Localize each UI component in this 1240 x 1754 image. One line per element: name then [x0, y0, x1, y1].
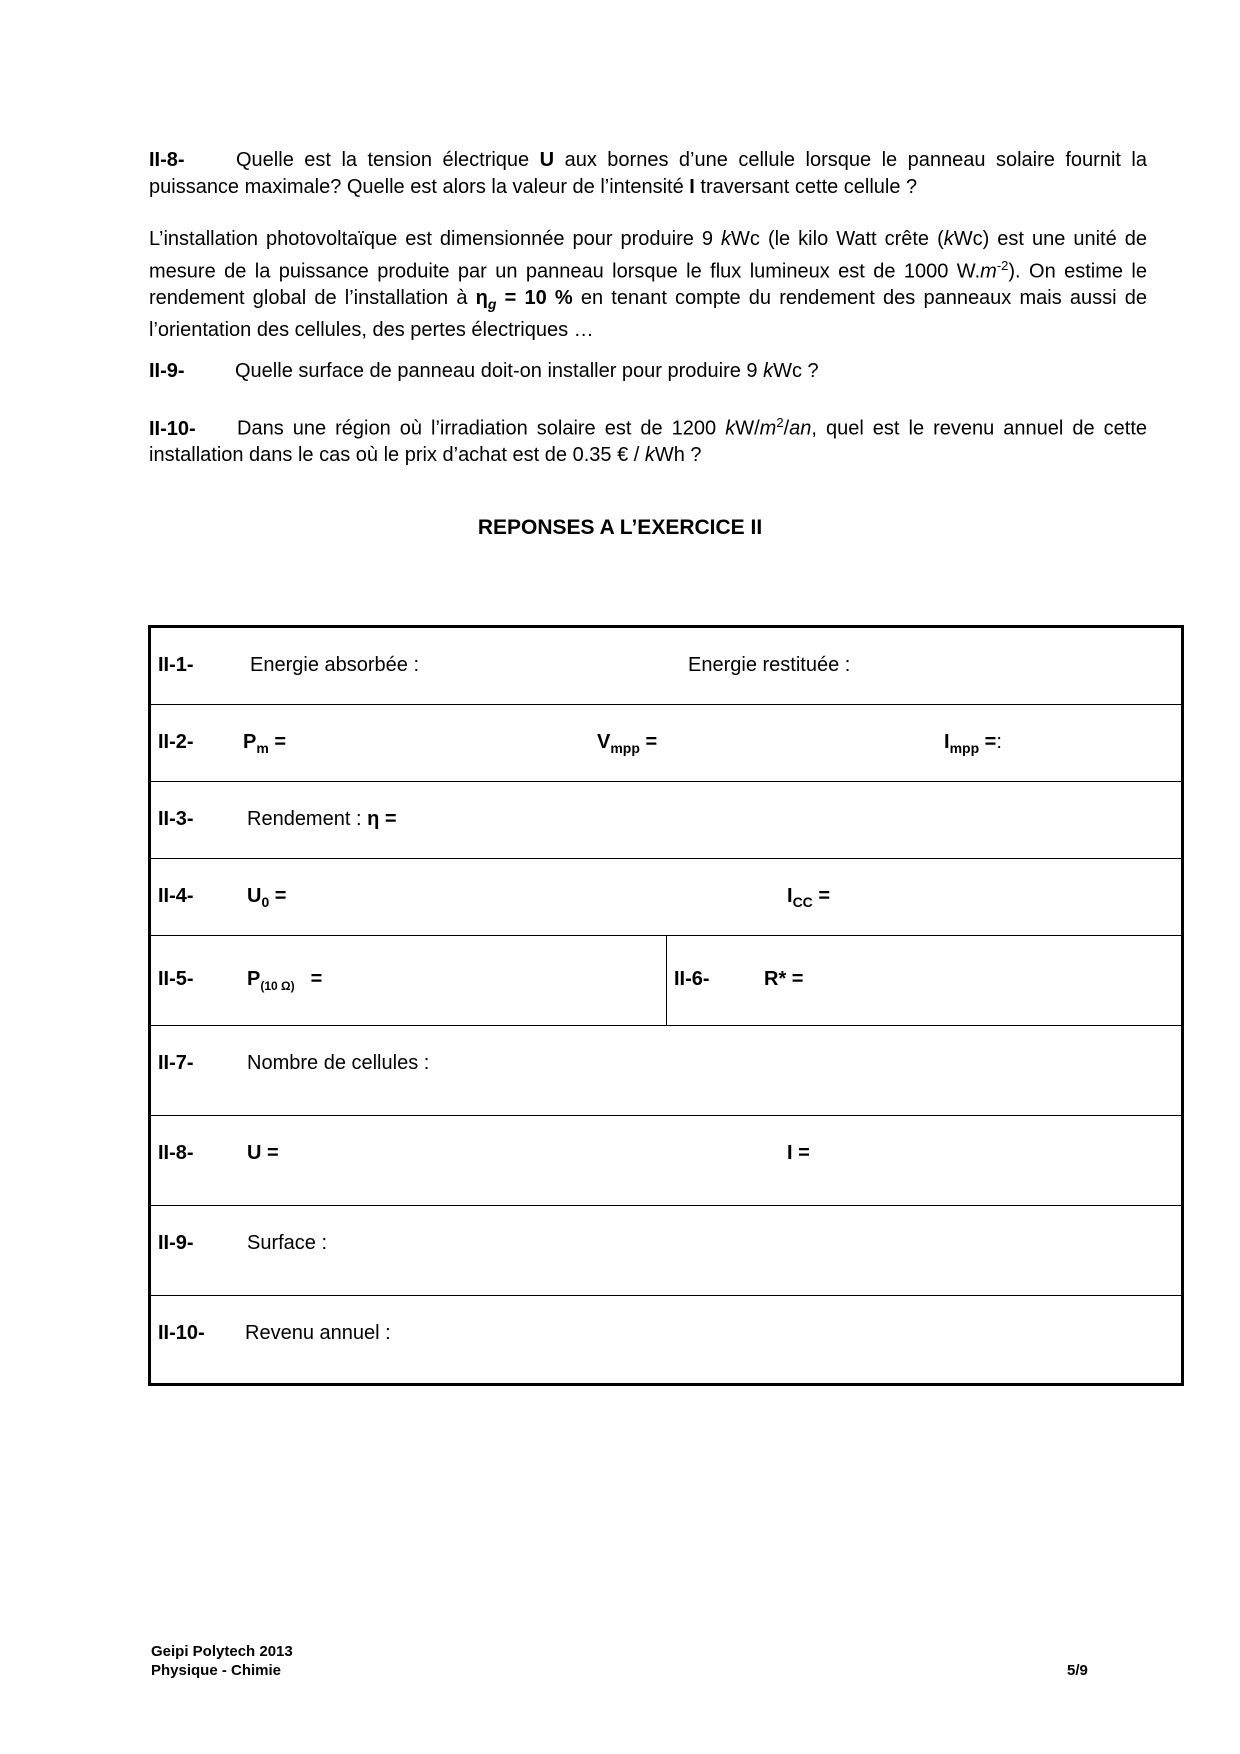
answer-row-ii-4: II-4- $U_0$ = $I_{CC}$ =: [151, 859, 1181, 936]
icc-field[interactable]: $I_{CC}$ =: [787, 885, 831, 910]
answer-row-ii-10: II-10- Revenu annuel :: [158, 1322, 391, 1344]
energie-restituee-field[interactable]: Energie restituée :: [688, 654, 851, 676]
p10-field[interactable]: $P_{(10 \Omega)}$ =: [247, 968, 323, 993]
rendement-field[interactable]: Rendement : η =: [247, 808, 397, 830]
question-ii-9: II-9- Quelle surface de panneau doit-on installer pour produire 9 kWc ?: [149, 358, 1147, 385]
energie-absorbee-field[interactable]: Energie absorbée :: [250, 654, 420, 676]
answer-row-ii-7: II-7- Nombre de cellules :: [151, 1026, 1181, 1116]
footer-line-1: Geipi Polytech 2013: [151, 1643, 293, 1660]
i-field[interactable]: I =: [787, 1142, 810, 1164]
question-ii-8: II-8- Quelle est la tension électrique U aux bornes d’une cellule lorsque le panneau solaire fournit la puissance maximale? Quelle est alors la valeur de l’intensité I traversant cette cellule ?: [149, 149, 1147, 198]
section-title: REPONSES A L’EXERCICE II: [477, 516, 763, 539]
u0-field[interactable]: $U_0$ =: [247, 885, 287, 910]
question-ii-10: II-10- Dans une région où l’irradiation solaire est de 1200 $kW/m^2/an$, quel est le revenu annuel de cette installation dans le cas où le prix d’achat est de 0.35 € / kWh ?: [149, 415, 1148, 467]
question-number: II-9-: [149, 360, 185, 382]
page-number: 5/9: [1067, 1662, 1088, 1679]
answer-row-ii-1: II-1- Energie absorbée : Energie restituée :: [151, 628, 1181, 705]
column-divider: [666, 936, 667, 1025]
u-field[interactable]: U =: [247, 1142, 279, 1164]
answer-row-ii-8: II-8- U = I =: [151, 1116, 1181, 1206]
answer-table: [148, 625, 1184, 1386]
answer-row-ii-5-ii-6: II-5- $P_{(10 \Omega)}$ = II-6- R* =: [151, 936, 1181, 1026]
answer-row-ii-9: II-9- Surface :: [151, 1206, 1181, 1296]
installation-paragraph: L’installation photovoltaïque est dimensionnée pour produire 9 kWc (le kilo Watt crête (kWc) est une unité de mesure de la puissance produite par un panneau lorsque le flux lumineux est de 1000 $W.m^{-2}$). On estime le rendement global de l’installation à $\eta_g = 10$ % en tenant compte du rendement des panneaux mais aussi de l’orientation des cellules, des pertes électriques …: [149, 228, 1147, 342]
r-star-field[interactable]: R* =: [764, 968, 804, 990]
impp-field[interactable]: $I_{mpp}$ =:: [944, 731, 1002, 756]
revenu-annuel-field[interactable]: Revenu annuel :: [245, 1322, 391, 1344]
question-number: II-8-: [149, 149, 185, 171]
nombre-cellules-field[interactable]: Nombre de cellules :: [247, 1052, 430, 1074]
question-number: II-10-: [149, 417, 196, 440]
eta-symbol: η: [475, 286, 488, 309]
footer-line-2: Physique - Chimie: [151, 1662, 282, 1679]
answer-row-ii-2: II-2- $P_m$ = $V_{mpp}$ = $I_{mpp}$ =:: [151, 705, 1181, 782]
pm-field[interactable]: $P_m$ =: [243, 731, 287, 756]
surface-field[interactable]: Surface :: [247, 1232, 328, 1254]
answer-row-ii-3: II-3- Rendement : η =: [151, 782, 1181, 859]
vmpp-field[interactable]: $V_{mpp}$ =: [597, 731, 658, 756]
